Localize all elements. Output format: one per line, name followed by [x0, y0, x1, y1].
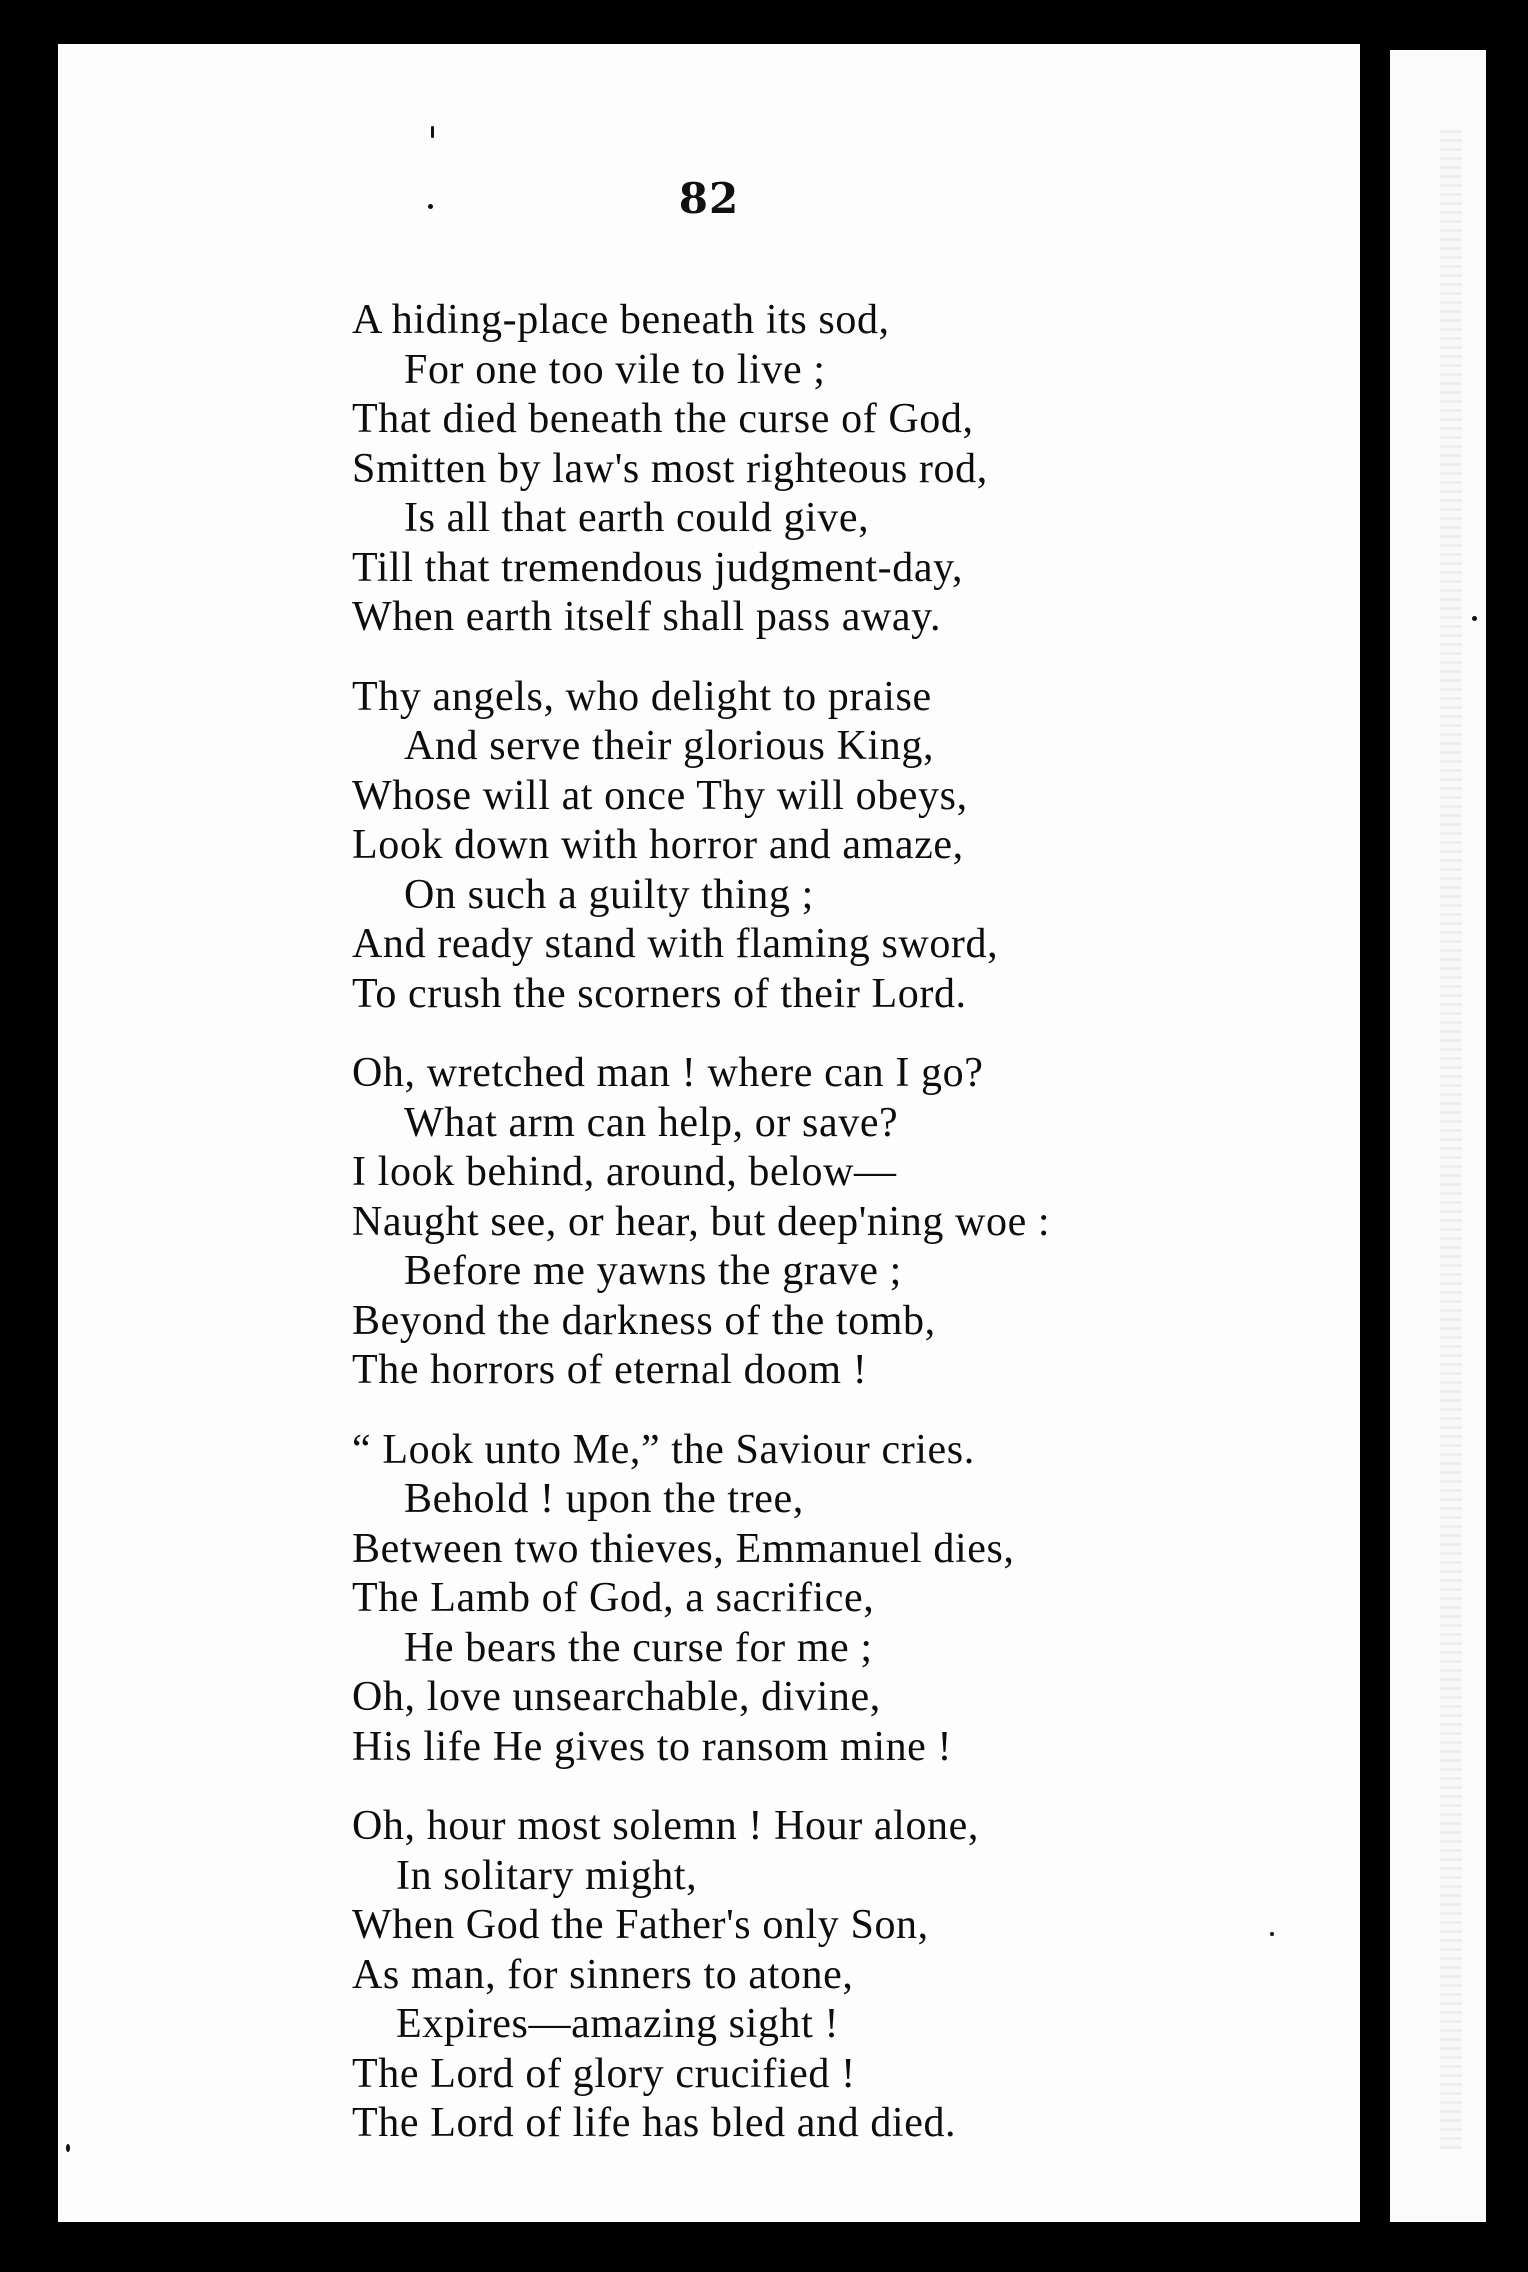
- poem-line: He bears the curse for me ;: [404, 1624, 873, 1671]
- stanza: [352, 1426, 1332, 1773]
- ink-speck: [1270, 1932, 1274, 1936]
- poem-line: I look behind, around, below—: [352, 1149, 897, 1195]
- poem-line: Naught see, or hear, but deep'ning woe :: [352, 1198, 1051, 1245]
- poem-line: And ready stand with flaming sword,: [352, 921, 999, 967]
- poem-line: A hiding-place beneath its sod,: [352, 297, 890, 343]
- stanza: [352, 1049, 1332, 1396]
- poem-line: And serve their glorious King,: [404, 723, 935, 769]
- poem-line: Behold ! upon the tree,: [404, 1476, 804, 1522]
- poem-line: Smitten by law's most righteous rod,: [352, 445, 988, 492]
- poem-line: Oh, wretched man ! where can I go?: [352, 1050, 984, 1096]
- page-number: 82: [678, 174, 740, 223]
- poem-line: Whose will at once Thy will obeys,: [352, 772, 968, 819]
- ink-speck: [66, 2144, 70, 2152]
- poem-line: When God the Father's only Son,: [352, 1902, 929, 1948]
- poem-line: In solitary might,: [396, 1852, 698, 1899]
- poem-line: “ Look unto Me,” the Saviour cries.: [352, 1426, 975, 1473]
- poem-line: Before me yawns the grave ;: [404, 1248, 902, 1294]
- poem-line: The Lamb of God, a sacrifice,: [352, 1575, 875, 1621]
- book-page: [58, 44, 1360, 2222]
- poem-line: To crush the scorners of their Lord.: [352, 970, 967, 1017]
- bleed-through-shadow: [1440, 130, 1462, 2150]
- poem-line: What arm can help, or save?: [404, 1099, 899, 1146]
- poem-line: The Lord of glory crucified !: [352, 2050, 856, 2097]
- ink-speck: [428, 204, 433, 209]
- poem-line: Between two thieves, Emmanuel dies,: [352, 1525, 1015, 1572]
- stanza: [352, 673, 1332, 1020]
- poem-line: Beyond the darkness of the tomb,: [352, 1297, 936, 1344]
- poem-line: Till that tremendous judgment-day,: [352, 544, 964, 591]
- ink-speck: [1472, 616, 1477, 621]
- poem-line: That died beneath the curse of God,: [352, 396, 974, 442]
- poem-line: The horrors of eternal doom !: [352, 1347, 868, 1393]
- poem-line: Oh, hour most solemn ! Hour alone,: [352, 1803, 979, 1849]
- ink-speck: [431, 126, 434, 138]
- poem-line: Is all that earth could give,: [404, 495, 870, 541]
- facing-page-edge: [1390, 50, 1486, 2222]
- poem-line: His life He gives to ransom mine !: [352, 1723, 953, 1770]
- poem: [352, 296, 1332, 2179]
- poem-line: Look down with horror and amaze,: [352, 822, 964, 868]
- poem-line: Thy angels, who delight to praise: [352, 673, 932, 720]
- poem-line: Oh, love unsearchable, divine,: [352, 1674, 881, 1720]
- stanza: [352, 296, 1332, 643]
- poem-line: The Lord of life has bled and died.: [352, 2100, 957, 2146]
- poem-line: When earth itself shall pass away.: [352, 594, 942, 640]
- poem-line: As man, for sinners to atone,: [352, 1951, 854, 1998]
- poem-line: On such a guilty thing ;: [404, 871, 814, 918]
- poem-line: Expires—amazing sight !: [396, 2001, 840, 2047]
- stanza: [352, 1802, 1332, 2149]
- poem-line: For one too vile to live ;: [404, 346, 826, 393]
